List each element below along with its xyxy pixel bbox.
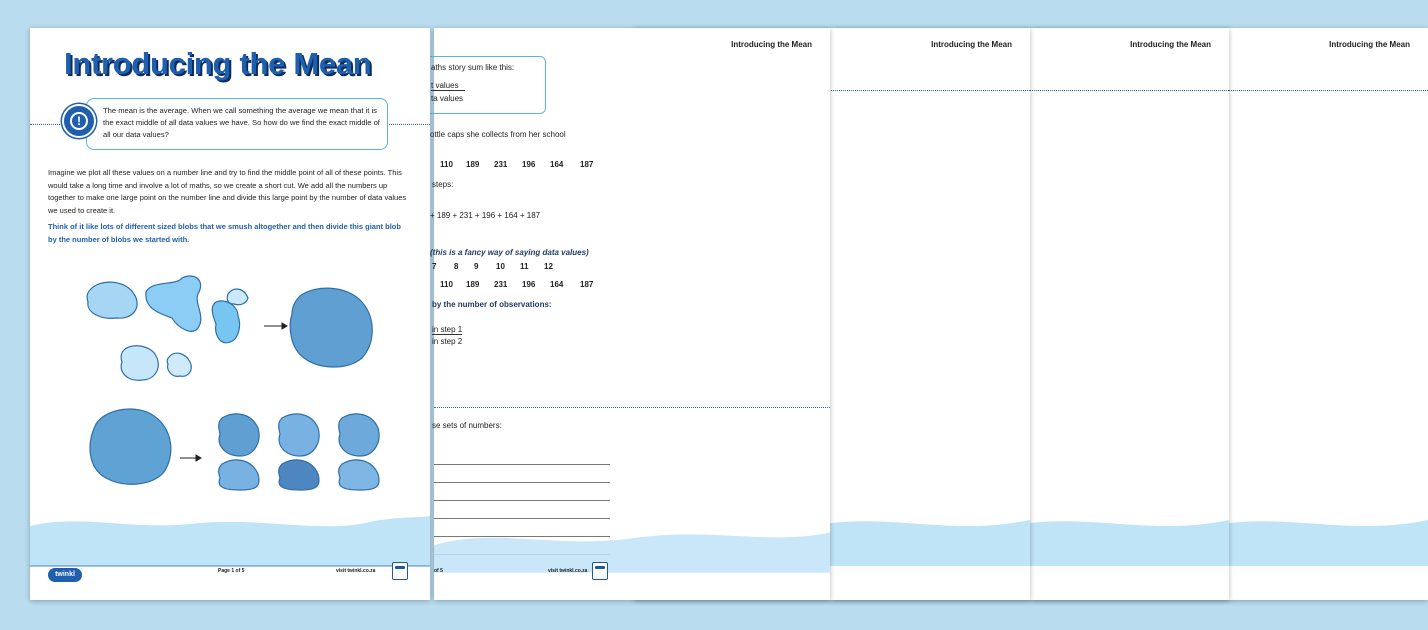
worksheet-page-2 (430, 28, 830, 600)
section-divider (434, 407, 830, 408)
formula-box (424, 56, 546, 114)
page-header-title: Introducing the Mean (1329, 40, 1410, 49)
number-cell: 196 (522, 280, 536, 289)
fraction-denominator: in step 2 (432, 337, 463, 346)
number-cell: 8 (454, 262, 459, 271)
number-cell: 231 (494, 160, 508, 169)
number-cell: 187 (580, 280, 594, 289)
question-text: ottle caps she collects from her school (430, 130, 566, 139)
divide-instruction: by the number of observations: (432, 300, 552, 309)
page-header-title: Introducing the Mean (931, 40, 1012, 49)
number-cell: 189 (466, 160, 480, 169)
number-cell: 12 (544, 262, 553, 271)
footer-url: visit twinkl.co.za (336, 568, 376, 574)
page-number: of 5 (434, 568, 443, 574)
task-instruction: se sets of numbers: (432, 421, 502, 430)
number-cell: 9 (474, 262, 479, 271)
number-cell: 189 (466, 280, 480, 289)
answer-line (434, 482, 610, 483)
wave-decoration (30, 504, 430, 600)
number-cell: 164 (550, 280, 564, 289)
number-cell: 196 (522, 160, 536, 169)
info-text: The mean is the average. When we call something the average we mean that it is the exact middle of all data values we have. So how do we find the exact middle of all our data values? (103, 106, 380, 139)
number-cell: 110 (440, 160, 453, 169)
blob-illustration (30, 258, 430, 498)
worksheet-page-1 (30, 28, 430, 600)
number-cell: 7 (432, 262, 437, 271)
number-cell: 231 (494, 280, 508, 289)
wave-decoration (434, 518, 830, 600)
sum-expression: + 189 + 231 + 196 + 164 + 187 (430, 211, 541, 220)
number-cell: 110 (440, 280, 453, 289)
formula-denominator: ta values (431, 94, 464, 103)
page-header-title: Introducing the Mean (1130, 40, 1211, 49)
quality-badge-icon (592, 562, 608, 580)
info-box (86, 98, 388, 150)
quality-badge-icon (392, 562, 408, 580)
answer-line (434, 464, 610, 465)
page-number: Page 1 of 5 (218, 568, 245, 574)
body-paragraph: Imagine we plot all these values on a number line and try to find the middle point of all of these points. This would take a long time and involve a lot of maths, so we create a short cut. We add all the numbers up together to make one large point on the number line and divide this large point by the number of data values we used to create it. (48, 168, 407, 215)
footer-url: visit twinkl.co.za (548, 568, 588, 574)
observations-note: (this is a fancy way of saying data values) (430, 248, 589, 257)
number-cell: 187 (580, 160, 594, 169)
number-cell: 10 (496, 262, 505, 271)
fraction-numerator: in step 1 (432, 325, 463, 334)
number-cell: 164 (550, 160, 564, 169)
number-cell: 11 (520, 262, 529, 271)
answer-line (434, 500, 610, 501)
page-title: Introducing the Mean (64, 46, 372, 81)
formula-intro: aths story sum like this: (431, 63, 515, 72)
formula-numerator: t values (431, 81, 465, 91)
blob-analogy-text: Think of it like lots of different sized blobs that we smush altogether and then divide this giant blob by the number of blobs we started with. (48, 222, 401, 244)
page-header-title: Introducing the Mean (731, 40, 812, 49)
steps-heading: steps: (432, 180, 454, 189)
twinkl-logo: twinkl (48, 568, 82, 582)
exclamation-icon: ! (62, 104, 96, 138)
